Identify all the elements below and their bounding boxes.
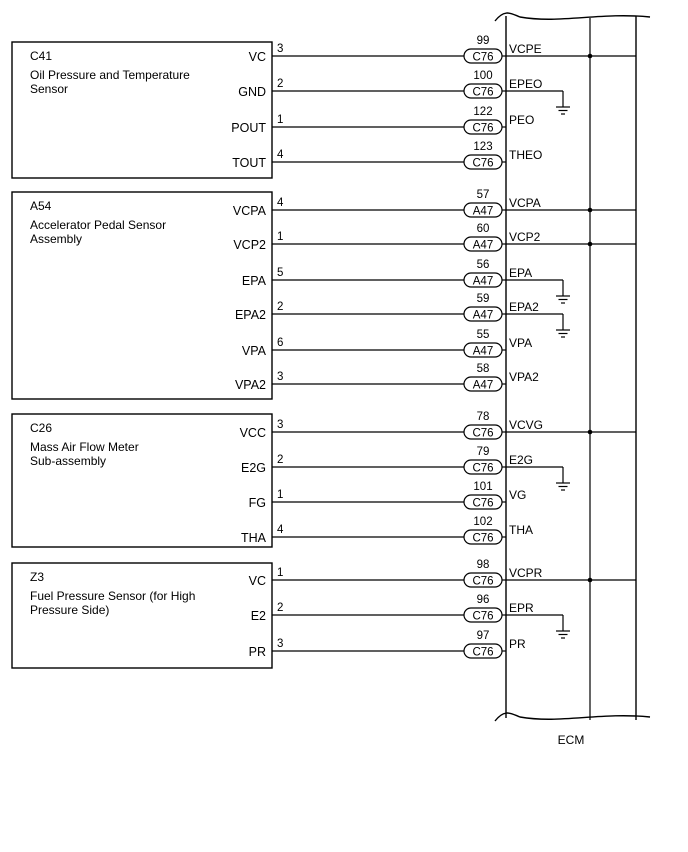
ecm-pin-number: 58 xyxy=(476,363,490,375)
ecm-terminal-label: EPR xyxy=(509,601,534,615)
ground-icon xyxy=(556,615,570,638)
ecm-pin-number: 56 xyxy=(476,259,490,271)
component-name-line: Fuel Pressure Sensor (for High xyxy=(30,589,196,603)
component-name-line: Oil Pressure and Temperature xyxy=(30,68,190,82)
connector-code: A47 xyxy=(472,205,494,218)
ecm-terminal-label: VCP2 xyxy=(509,230,541,244)
circuit-vcvg xyxy=(240,411,636,440)
component-c26 xyxy=(12,411,636,547)
circuit-vcpr xyxy=(249,559,636,588)
wire-pin-number: 3 xyxy=(277,638,284,650)
ecm-pin-number: 99 xyxy=(476,35,490,47)
circuit-vpa2 xyxy=(235,363,539,392)
ecm-pin-number: 60 xyxy=(476,223,490,235)
component-name-line: Sub-assembly xyxy=(30,454,107,468)
ecm-label: ECM xyxy=(557,733,585,747)
ecm-terminal-label: VG xyxy=(509,488,527,502)
junction-dot xyxy=(588,208,593,213)
connector-code: C76 xyxy=(472,157,494,170)
wire-pin-number: 4 xyxy=(277,197,284,209)
circuit-vcp2 xyxy=(233,223,636,252)
component-terminal-label: VCP2 xyxy=(233,238,266,252)
circuit-epeo xyxy=(238,70,570,114)
ecm-terminal-label: THEO xyxy=(509,148,543,162)
circuit-epr xyxy=(251,594,570,638)
component-terminal-label: VPA2 xyxy=(234,378,266,392)
ecm-pin-number: 100 xyxy=(473,70,493,82)
circuit-vg xyxy=(249,481,527,510)
component-terminal-label: VCC xyxy=(239,426,266,440)
wire-pin-number: 4 xyxy=(277,524,284,536)
circuit-epa2 xyxy=(235,293,570,337)
wire-pin-number: 3 xyxy=(277,419,284,431)
junction-dot xyxy=(588,430,593,435)
junction-dot xyxy=(588,54,593,59)
component-terminal-label: VCPA xyxy=(232,204,266,218)
ecm-terminal-label: VPA2 xyxy=(509,370,539,384)
component-a54 xyxy=(12,189,636,399)
connector-code: C76 xyxy=(472,51,494,64)
ecm-pin-number: 79 xyxy=(476,446,490,458)
ecm-pin-number: 96 xyxy=(476,594,490,606)
circuit-peo xyxy=(231,106,534,135)
component-terminal-label: VC xyxy=(248,574,266,588)
component-terminal-label: FG xyxy=(248,496,266,510)
ecm-terminal-label: PR xyxy=(509,637,526,651)
ground-icon xyxy=(556,314,570,337)
component-code: Z3 xyxy=(30,570,45,584)
connector-code: C76 xyxy=(472,427,494,440)
component-terminal-label: POUT xyxy=(231,121,266,135)
wire-pin-number: 1 xyxy=(277,489,284,501)
circuit-vcpa xyxy=(233,189,636,218)
component-terminal-label: EPA xyxy=(241,274,266,288)
wire-pin-number: 3 xyxy=(277,43,284,55)
ecm-bottom-edge xyxy=(495,713,650,721)
ground-icon xyxy=(556,280,570,303)
component-terminal-label: GND xyxy=(238,85,266,99)
ecm-top-edge xyxy=(495,13,650,21)
connector-code: A47 xyxy=(472,275,494,288)
component-terminal-label: VPA xyxy=(241,344,266,358)
component-name-line: Accelerator Pedal Sensor xyxy=(30,218,167,232)
connector-code: A47 xyxy=(472,239,494,252)
wire-pin-number: 2 xyxy=(277,301,284,313)
component-terminal-label: TOUT xyxy=(232,156,266,170)
ground-icon xyxy=(556,91,570,114)
ecm-terminal-label: EPA xyxy=(509,266,533,280)
ground-icon xyxy=(556,467,570,490)
ecm-terminal-label: VCVG xyxy=(509,418,544,432)
ecm-terminal-label: EPEO xyxy=(509,77,543,91)
connector-code: C76 xyxy=(472,462,494,475)
wire-pin-number: 2 xyxy=(277,454,284,466)
ecm-terminal-label: VCPR xyxy=(509,566,543,580)
connector-code: A47 xyxy=(472,379,494,392)
connector-code: C76 xyxy=(472,575,494,588)
circuit-vcpe xyxy=(249,35,636,64)
wire-pin-number: 5 xyxy=(277,267,284,279)
component-c41 xyxy=(12,35,636,178)
component-name-line: Assembly xyxy=(30,232,83,246)
ecm-pin-number: 101 xyxy=(473,481,493,493)
circuit-tha xyxy=(241,516,533,545)
ecm-pin-number: 57 xyxy=(476,189,490,201)
connector-code: C76 xyxy=(472,532,494,545)
circuit-theo xyxy=(232,141,542,170)
connector-code: C76 xyxy=(472,86,494,99)
circuit-epa xyxy=(242,259,570,303)
component-terminal-label: E2 xyxy=(250,609,266,623)
ecm-terminal-label: VCPE xyxy=(509,42,542,56)
component-name-line: Mass Air Flow Meter xyxy=(30,440,139,454)
circuit-vpa xyxy=(242,329,532,358)
connector-code: A47 xyxy=(472,345,494,358)
wire-pin-number: 3 xyxy=(277,371,284,383)
connector-code: C76 xyxy=(472,646,494,659)
circuit-e2g xyxy=(241,446,570,490)
component-terminal-label: EPA2 xyxy=(234,308,266,322)
connector-code: A47 xyxy=(472,309,494,322)
wire-pin-number: 2 xyxy=(277,78,284,90)
ecm-terminal-label: EPA2 xyxy=(509,300,539,314)
wire-pin-number: 1 xyxy=(277,231,284,243)
component-code: C41 xyxy=(30,49,53,63)
ecm-pin-number: 78 xyxy=(476,411,490,423)
ecm-pin-number: 102 xyxy=(473,516,493,528)
component-code: A54 xyxy=(30,199,52,213)
component-code: C26 xyxy=(30,421,53,435)
ecm-terminal-label: E2G xyxy=(509,453,534,467)
ecm-pin-number: 97 xyxy=(476,630,490,642)
component-z3 xyxy=(12,559,636,668)
component-terminal-label: PR xyxy=(248,645,266,659)
wire-pin-number: 1 xyxy=(277,114,284,126)
junction-dot xyxy=(588,242,593,247)
wire-pin-number: 2 xyxy=(277,602,284,614)
ecm-pin-number: 98 xyxy=(476,559,490,571)
component-terminal-label: THA xyxy=(241,531,266,545)
component-name-line: Pressure Side) xyxy=(30,603,110,617)
circuit-pr xyxy=(249,630,526,659)
component-terminal-label: E2G xyxy=(240,461,266,475)
wire-pin-number: 1 xyxy=(277,567,284,579)
junction-dot xyxy=(588,578,593,583)
component-list xyxy=(12,35,636,668)
ecm-terminal-label: VCPA xyxy=(509,196,541,210)
wire-pin-number: 6 xyxy=(277,337,284,349)
ecm-pin-number: 59 xyxy=(476,293,490,305)
connector-code: C76 xyxy=(472,122,494,135)
component-name-line: Sensor xyxy=(30,82,69,96)
ecm-terminal-label: VPA xyxy=(509,336,533,350)
ecm-pin-number: 122 xyxy=(473,106,493,118)
ecm-terminal-label: PEO xyxy=(509,113,535,127)
ecm-pin-number: 55 xyxy=(476,329,490,341)
wire-pin-number: 4 xyxy=(277,149,284,161)
connector-code: C76 xyxy=(472,497,494,510)
ecm-terminal-label: THA xyxy=(509,523,533,537)
component-terminal-label: VC xyxy=(248,50,266,64)
ecm-pin-number: 123 xyxy=(473,141,493,153)
connector-code: C76 xyxy=(472,610,494,623)
